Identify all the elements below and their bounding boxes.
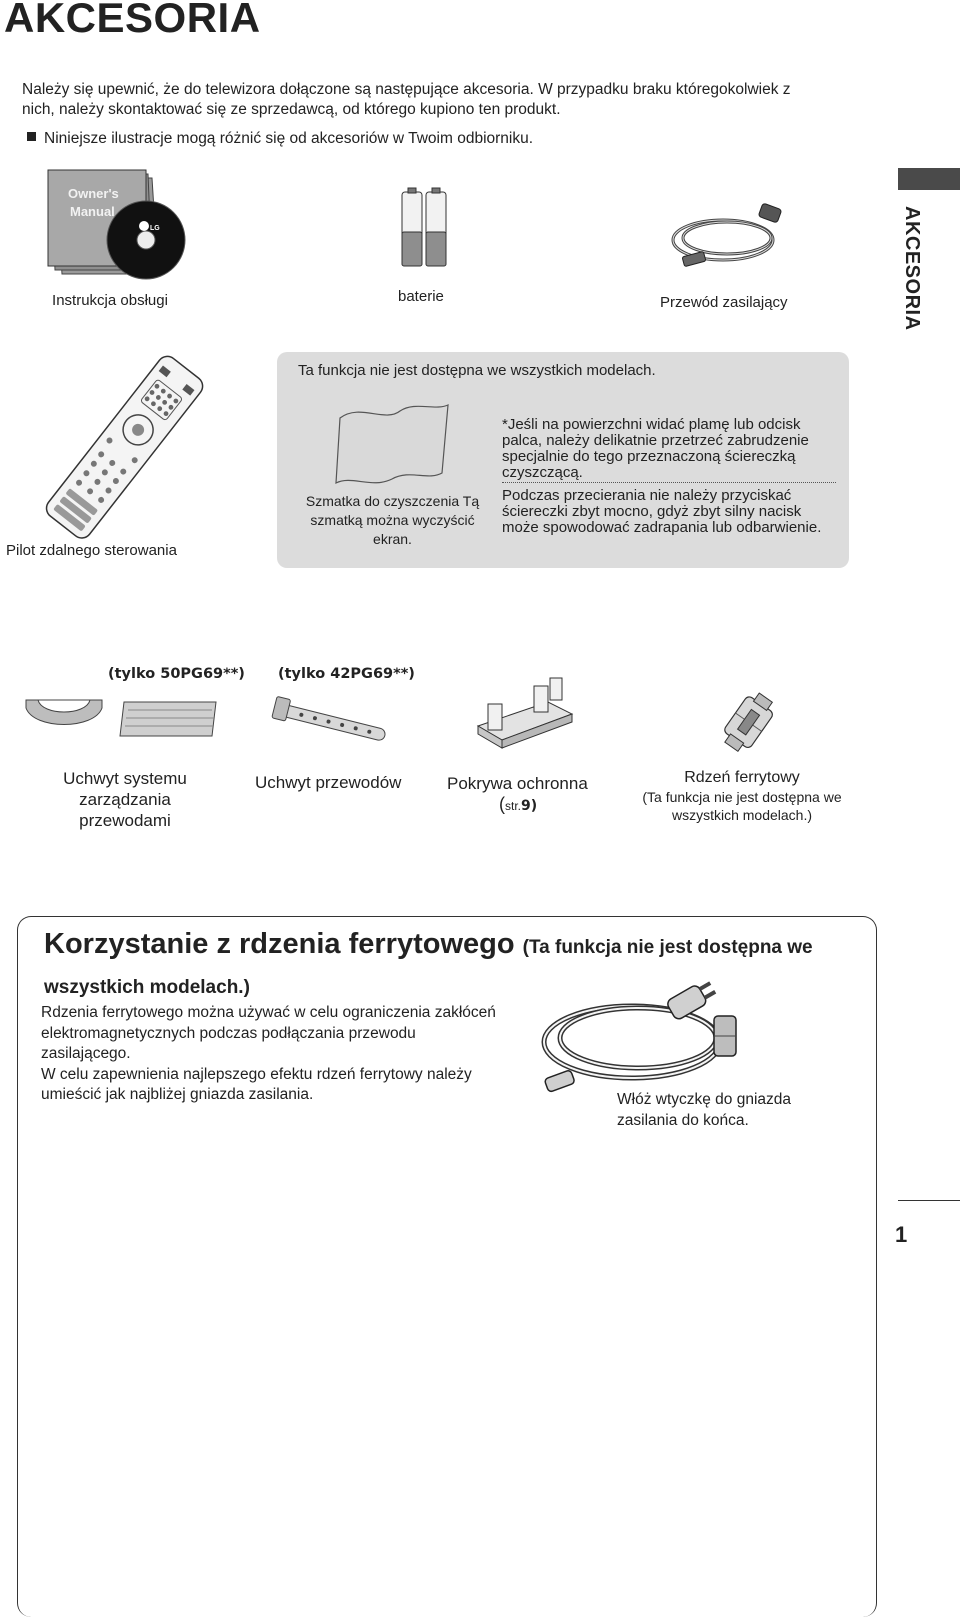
page-number-rule <box>898 1200 960 1201</box>
batteries-caption: baterie <box>398 288 444 305</box>
cleaning-note-pressure: Podczas przecierania nie należy przyciskać ściereczki zbyt mocno, gdyż zbyt silny nacisk może spowodować zadrapania lub odbarwienie. <box>502 487 822 536</box>
cable-management-illustration <box>24 696 104 738</box>
ferrite-cord-illustration <box>520 984 750 1094</box>
cable-holder-strap-illustration <box>270 704 390 744</box>
page-ref-open-paren: ( <box>499 794 505 814</box>
ferrite-section-body <box>41 1003 501 1106</box>
ferrite-core-caption: Rdzeń ferrytowy <box>684 769 800 786</box>
intro-bullet-text: Niniejsze ilustracje mogą różnić się od akcesoriów w Twoim odbiorniku. <box>44 130 534 147</box>
power-cord-illustration <box>665 200 795 270</box>
intro-bullet <box>27 130 533 148</box>
manual-cover-line1: Owner's <box>68 186 119 201</box>
bullet-square-icon <box>27 132 36 141</box>
power-cord-caption: Przewód zasilający <box>660 294 788 311</box>
ferrite-body-paragraph-1: Rdzenia ferrytowego można używać w celu ograniczenia zakłóceń elektromagnetycznych podczas podłączania przewodu zasilającego. <box>41 1004 496 1062</box>
cable-management-caption-line1: Uchwyt systemu <box>63 769 187 788</box>
manual-caption: Instrukcja obsługi <box>52 292 168 309</box>
protective-cover-page-ref <box>499 794 537 815</box>
owners-manual-illustration <box>48 170 198 280</box>
protective-cover-illustration <box>468 676 578 756</box>
ferrite-section-heading: Korzystanie z rdzenia ferrytowego <box>44 928 515 960</box>
ferrite-illustration-caption: Włóż wtyczkę do gniazda zasilania do końca. <box>617 1091 792 1129</box>
model-50-label: (tylko 50PG69**) <box>108 666 245 682</box>
ferrite-section-availability: (Ta funkcja nie jest dostępna we wszystkich modelach.) <box>44 937 813 998</box>
cleaning-availability-note: Ta funkcja nie jest dostępna we wszystkich modelach. <box>298 362 656 379</box>
cable-cover-illustration <box>120 700 220 738</box>
remote-caption: Pilot zdalnego sterowania <box>6 542 177 559</box>
page-ref-str: str. <box>505 799 522 813</box>
remote-control-illustration <box>40 355 210 535</box>
ferrite-core-availability: (Ta funkcja nie jest dostępna we wszystkich modelach.) <box>642 789 842 823</box>
page-number: 1 <box>895 1222 908 1247</box>
cleaning-cloth-illustration <box>330 403 460 488</box>
ferrite-core-caption-block <box>632 767 852 824</box>
model-42-label: (tylko 42PG69**) <box>278 666 415 682</box>
cable-holder-caption: Uchwyt przewodów <box>255 773 402 792</box>
manual-cover-line2: Manual <box>70 204 115 219</box>
side-tab-marker <box>898 168 960 190</box>
cable-management-caption <box>40 768 210 831</box>
cleaning-cloth-caption: Szmatka do czyszczenia Tą szmatką można wyczyścić ekran. <box>305 493 480 547</box>
protective-cover-caption: Pokrywa ochronna <box>447 774 588 793</box>
page-ref-number: 9) <box>521 798 538 814</box>
side-tab-label: AKCESORIA <box>901 206 923 331</box>
page-title: AKCESORIA <box>4 0 261 41</box>
cleaning-note-stain: *Jeśli na powierzchni widać plamę lub odcisk palca, należy delikatnie przetrzeć zabrudzenie specjalnie do tego przeznaczoną ściereczką czyszczącą. <box>502 416 809 481</box>
batteries-illustration <box>400 188 450 268</box>
ferrite-core-illustration <box>718 688 778 758</box>
ferrite-body-paragraph-2: W celu zapewnienia najlepszego efektu rdzeń ferrytowy należy umieścić jak najbliżej gniazda zasilania. <box>41 1065 472 1103</box>
cd-logo-text: LG <box>150 225 160 232</box>
intro-paragraph: Należy się upewnić, że do telewizora dołączone są następujące akcesoria. W przypadku braku któregokolwiek z nich, należy skontaktować się ze sprzedawcą, od którego kupiono ten produkt. <box>22 81 791 118</box>
cable-management-caption-line2: zarządzania przewodami <box>79 790 171 830</box>
cleaning-note-divider <box>502 482 836 483</box>
